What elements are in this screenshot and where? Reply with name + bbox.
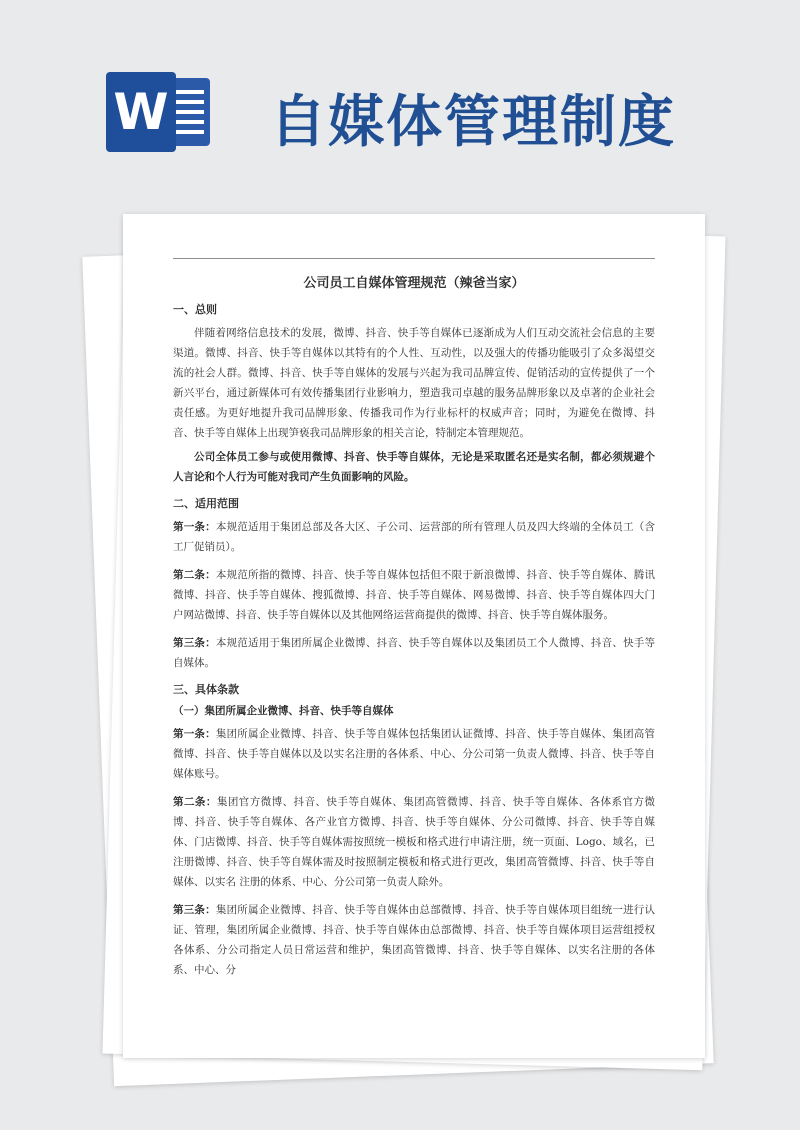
section-heading-scope: 二、适用范围 — [173, 497, 239, 510]
article-label: 第一条： — [173, 521, 216, 533]
section-heading-clauses: 三、具体条款 — [173, 683, 239, 696]
article-clause-1 — [173, 724, 655, 784]
banner-header — [0, 0, 800, 210]
article-text: 本规范适用于集团总部及各大区、子公司、运营部的所有管理人员及四大终端的全体员工（含工厂促销员）。 — [173, 521, 656, 553]
page-title: 自媒体管理制度 — [270, 90, 676, 155]
article-label: 第二条： — [173, 796, 217, 808]
article-text: 集团所属企业微博、抖音、快手等自媒体由总部微博、抖音、快手等自媒体项目组统一进行认证、管理，集团所属企业微博、抖音、快手等自媒体由总部微博、抖音、快手等自媒体项目运营组授权各体系、分公司指定人员日常运营和维护，集团高管微博、抖音、快手等自媒体、以实名注册的各体系、中心、分 — [173, 904, 656, 976]
word-badge: W — [106, 72, 176, 152]
article-scope-1 — [173, 517, 655, 557]
article-scope-2 — [173, 565, 655, 625]
paragraph-intro: 伴随着网络信息技术的发展，微博、抖音、快手等自媒体已逐渐成为人们互动交流社会信息的主要渠道。微博、抖音、快手等自媒体以其特有的个人性、互动性，以及强大的传播功能吸引了众多渴望交流的社会人群。微博、抖音、快手等自媒体的发展与兴起为我司品牌宣传、促销活动的宣传提供了一个新兴平台，通过新媒体可有效传播集团行业影响力，塑造我司卓越的服务品牌形象以及卓著的企业社会责任感。为更好地提升我司品牌形象、传播我司作为行业标杆的权威声音；同时，为避免在微博、抖音、快手等自媒体上出现笋亵我司品牌形象的相关言论，特制定本管理规范。 — [173, 327, 655, 439]
subsection-heading: （一）集团所属企业微博、抖音、快手等自媒体 — [173, 705, 394, 717]
document-body — [173, 272, 655, 988]
paragraph-emphasis: 公司全体员工参与或使用微博、抖音、快手等自媒体，无论是采取匿名还是实名制，都必须规避个人言论和个人行为可能对我司产生负面影响的风险。 — [173, 451, 655, 483]
article-text: 集团所属企业微博、抖音、快手等自媒体包括集团认证微博、抖音、快手等自媒体、集团高管微博、抖音、快手等自媒体以及以实名注册的各体系、中心、分公司第一负责人微博、抖音、快手等自媒体账号。 — [173, 728, 656, 780]
article-label: 第三条： — [173, 904, 216, 916]
document-page — [123, 214, 705, 1058]
article-text: 本规范所指的微博、抖音、快手等自媒体包括但不限于新浪微博、抖音、快手等自媒体、腾讯微博、抖音、快手等自媒体、搜狐微博、抖音、快手等自媒体、网易微博、抖音、快手等自媒体四大门户网站微博、抖音、快手等自媒体以及其他网络运营商提供的微博、抖音、快手等自媒体服务。 — [173, 569, 656, 621]
article-text: 集团官方微博、抖音、快手等自媒体、集团高管微博、抖音、快手等自媒体、各体系官方微博、抖音、快手等自媒体、各产业官方微博、抖音、快手等自媒体、分公司微博、抖音、快手等自媒体、门店微博、抖音、快手等自媒体需按照统一模板和格式进行申请注册，统一页面、Logo、域名，已注册微博、抖音、快手等自媒体需及时按照制定模板和格式进行更改，集团高管微博、抖音、快手等自媒体、以实名 注册的体系、中心、分公司第一负责人除外。 — [173, 796, 656, 888]
article-scope-3 — [173, 633, 655, 673]
article-label: 第三条： — [173, 637, 216, 649]
article-text: 本规范适用于集团所属企业微博、抖音、快手等自媒体以及集团员工个人微博、抖音、快手等自媒体。 — [173, 637, 656, 669]
article-clause-2 — [173, 792, 655, 892]
article-clause-3 — [173, 900, 655, 980]
document-title: 公司员工自媒体管理规范（辣爸当家） — [303, 276, 525, 291]
header-rule — [173, 258, 655, 259]
article-label: 第二条： — [173, 569, 216, 581]
article-label: 第一条： — [173, 728, 216, 740]
section-heading-general: 一、总则 — [173, 303, 217, 316]
word-document-icon — [106, 72, 214, 152]
